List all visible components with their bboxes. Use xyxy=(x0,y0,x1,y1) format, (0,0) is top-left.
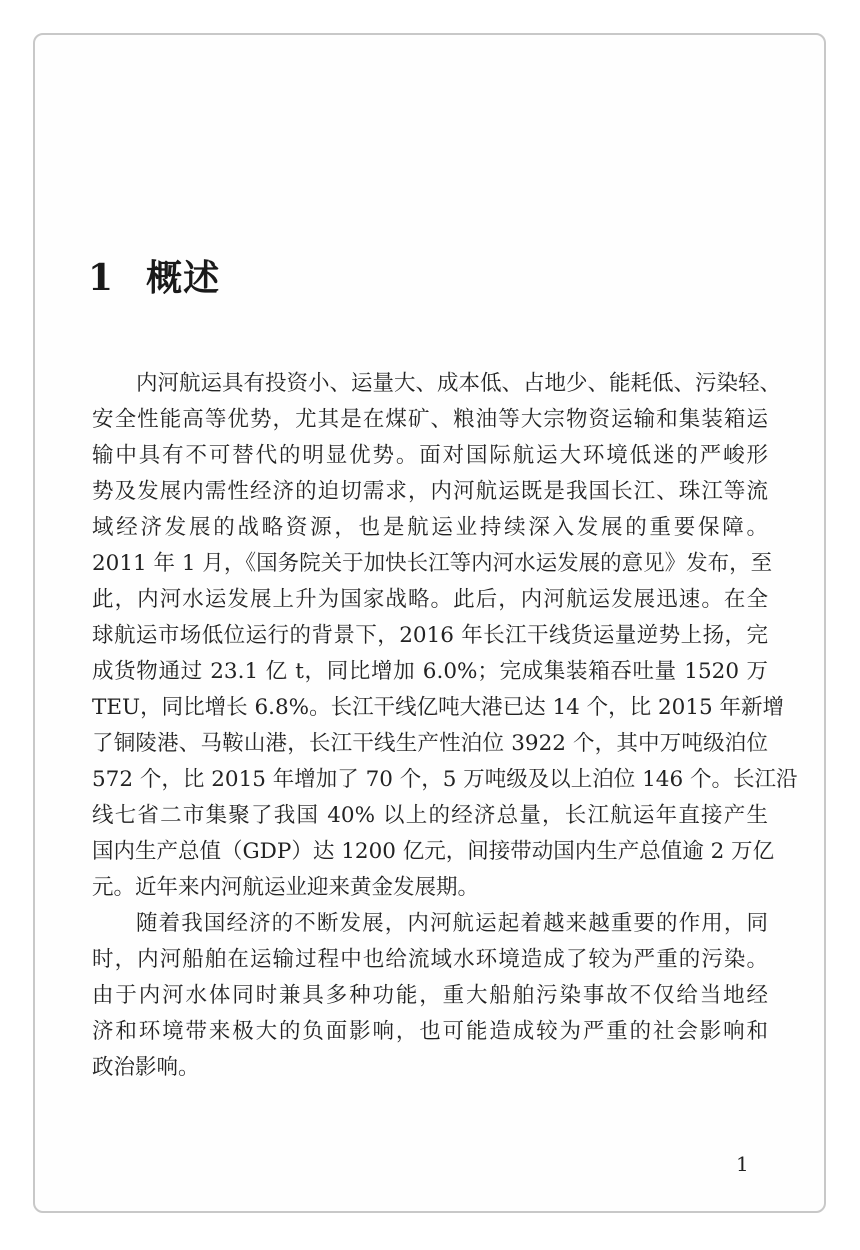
text-line: 国内生产总值（GDP）达 1200 亿元，间接带动国内生产总值逾 2 万亿 xyxy=(92,839,775,864)
chapter-heading xyxy=(88,250,220,301)
text-line: 线七省二市集聚了我国 40% 以上的经济总量，长江航运年直接产生 xyxy=(92,803,768,828)
text-line: 势及发展内需性经济的迫切需求，内河航运既是我国长江、珠江等流 xyxy=(92,479,768,504)
paragraph xyxy=(92,366,798,906)
chapter-number: 1 xyxy=(88,257,115,299)
text-line: 输中具有不可替代的明显优势。面对国际航运大环境低迷的严峻形 xyxy=(92,443,768,468)
text-line: 域经济发展的战略资源，也是航运业持续深入发展的重要保障。 xyxy=(92,515,768,540)
text-line: 政治影响。 xyxy=(92,1055,200,1080)
text-line: 2011 年 1 月，《国务院关于加快长江等内河水运发展的意见》发布，至 xyxy=(92,551,773,576)
text-line: 时，内河船舶在运输过程中也给流域水环境造成了较为严重的污染。 xyxy=(92,947,768,972)
text-line: 成货物通过 23.1 亿 t，同比增加 6.0%；完成集装箱吞吐量 1520 万 xyxy=(92,659,768,684)
text-line: 此，内河水运发展上升为国家战略。此后，内河航运发展迅速。在全 xyxy=(92,587,768,612)
text-line: 元。近年来内河航运业迎来黄金发展期。 xyxy=(92,875,480,900)
text-line: 济和环境带来极大的负面影响，也可能造成较为严重的社会影响和 xyxy=(92,1019,768,1044)
page-number: 1 xyxy=(736,1152,749,1176)
chapter-title: 概述 xyxy=(146,257,221,299)
text-line: 随着我国经济的不断发展，内河航运起着越来越重要的作用，同 xyxy=(136,911,768,936)
paragraph xyxy=(92,906,768,1086)
body-text xyxy=(92,366,798,1086)
text-line: 由于内河水体同时兼具多种功能，重大船舶污染事故不仅给当地经 xyxy=(92,983,768,1008)
text-line: 572 个，比 2015 年增加了 70 个，5 万吨级及以上泊位 146 个。长江沿 xyxy=(92,767,798,792)
text-line: 内河航运具有投资小、运量大、成本低、占地少、能耗低、污染轻、 xyxy=(136,371,782,396)
text-line: TEU，同比增长 6.8%。长江干线亿吨大港已达 14 个，比 2015 年新增 xyxy=(92,695,785,720)
text-line: 球航运市场低位运行的背景下，2016 年长江干线货运量逆势上扬，完 xyxy=(92,623,768,648)
text-line: 了铜陵港、马鞍山港，长江干线生产性泊位 3922 个，其中万吨级泊位 xyxy=(92,731,768,756)
text-line: 安全性能高等优势，尤其是在煤矿、粮油等大宗物资运输和集装箱运 xyxy=(92,407,768,432)
